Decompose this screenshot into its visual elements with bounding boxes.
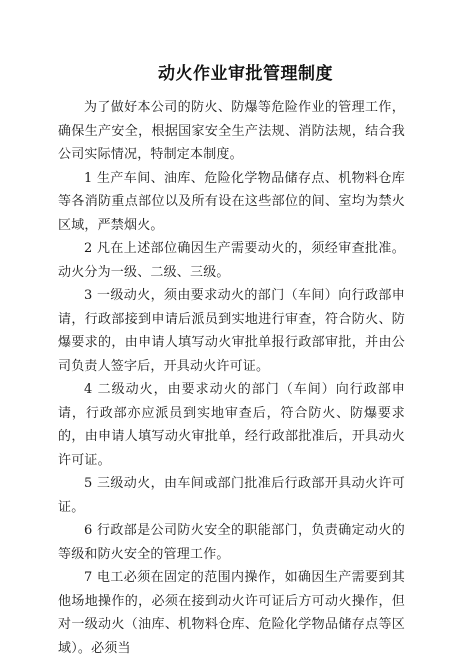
paragraph-intro: 为了做好本公司的防火、防爆等危险作业的管理工作，确保生产安全，根据国家安全生产法规、消防法规，结合我公司实际情况，特制定本制度。 — [58, 100, 405, 162]
paragraph-5: 5 三级动火，由车间或部门批准后行政部开具动火许可证。 — [58, 476, 405, 515]
paragraph-7: 7 电工必须在固定的范围内操作，如确因生产需要到其他场地操作的，必须在接到动火许可证后方可动火操作，但对一级动火（油库、机物料仓库、危险化学物品储存点等区域）。必须当 — [58, 570, 405, 655]
paragraph-1: 1 生产车间、油库、危险化学物品储存点、机物料仓库等各消防重点部位以及所有设在这些部位的间、室均为禁火区域，严禁烟火。 — [58, 170, 405, 233]
paragraph-6: 6 行政部是公司防火安全的职能部门，负责确定动火的等级和防火安全的管理工作。 — [58, 523, 405, 562]
paragraph-4: 4 二级动火，由要求动火的部门（车间）向行政部申请，行政部亦应派员到实地审查后，符合防火、防爆要求的，由申请人填写动火审批单，经行政部批准后，开具动火许可证。 — [58, 382, 405, 468]
document-title: 动火作业审批管理制度 — [158, 64, 333, 84]
paragraph-2: 2 凡在上述部位确因生产需要动火的，须经审查批准。动火分为一级、二级、三级。 — [58, 241, 405, 280]
paragraph-3: 3 一级动火，须由要求动火的部门（车间）向行政部申请，行政部接到申请后派员到实地进行审查，符合防火、防爆要求的，由申请人填写动火审批单报行政部审批，并由公司负责人签字后，开具动火许可证。 — [58, 288, 405, 374]
